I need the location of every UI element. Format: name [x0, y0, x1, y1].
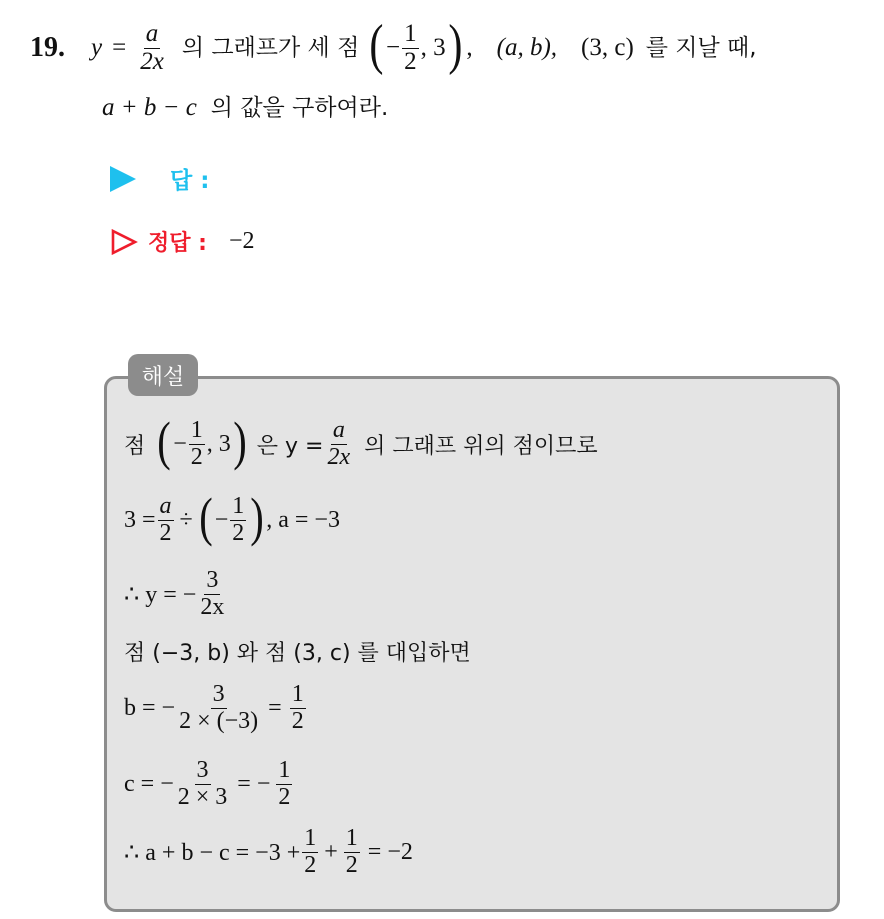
sol6-fraction-2 — [276, 758, 292, 809]
solution-line-1 — [124, 411, 598, 474]
sol2-den: 2 — [232, 519, 245, 546]
sol1-fden: 2x — [327, 443, 351, 470]
play-arrow-icon — [110, 166, 136, 192]
q-line2-text: 의 값을 구하여라. — [210, 95, 389, 121]
sol3-den: 2x — [200, 593, 225, 620]
correct-answer-value: −2 — [228, 228, 255, 254]
sol1-post: 의 그래프 위의 점이므로 — [364, 433, 598, 459]
sol7-fraction-1 — [302, 826, 318, 877]
sol5-den2: 2 — [291, 707, 304, 734]
sol2-num: 1 — [232, 493, 245, 520]
q-point1-open-paren: ( — [369, 13, 384, 76]
sol2-fden: 2 — [159, 519, 172, 546]
solution-line-7 — [124, 822, 413, 882]
sol1-pre: 점 — [124, 433, 146, 459]
sol5-num: 3 — [212, 681, 225, 708]
outline-triangle-icon — [110, 229, 138, 255]
q-point1-minus: − — [386, 34, 401, 61]
sol7-post: = −2 — [367, 838, 413, 865]
sol7-fraction-2 — [344, 826, 360, 877]
sol1-den: 2 — [190, 443, 203, 470]
sol5-num2: 1 — [291, 681, 304, 708]
q-frac-den: 2x — [140, 47, 164, 75]
sol1-mid: 은 y = — [256, 433, 324, 459]
sol1-minus: − — [173, 430, 187, 457]
sol6-den: 2 × 3 — [177, 783, 228, 810]
sol1-fraction-2 — [325, 418, 352, 469]
sol1-num: 1 — [190, 417, 203, 444]
sol7-num2: 1 — [345, 825, 358, 852]
q-point2: (a, b), — [496, 34, 558, 61]
sol1-rest: , 3 — [206, 430, 231, 457]
sol7-pre: ∴ a + b − c = −3 + — [124, 839, 301, 866]
q-point1-rest: , 3 — [420, 34, 446, 61]
q-eq: = — [112, 34, 127, 61]
sol1-fnum: a — [332, 417, 345, 444]
sol6-num2: 1 — [278, 757, 291, 784]
q-point1-num: 1 — [404, 20, 417, 48]
q-line2-expr: a + b − c — [102, 94, 197, 121]
correct-answer-row — [110, 226, 255, 257]
sol2-fnum: a — [159, 493, 172, 520]
sol5-fraction-2 — [290, 682, 306, 733]
sol5-eq: = — [268, 694, 282, 721]
q-text-graph: 의 그래프가 세 점 — [181, 35, 360, 61]
solution-line-6 — [124, 754, 294, 814]
sol7-den1: 2 — [304, 851, 317, 878]
sol7-plus: + — [324, 838, 338, 865]
solution-line-5 — [124, 678, 308, 738]
solution-line-3 — [124, 564, 228, 624]
sol7-num1: 1 — [304, 825, 317, 852]
answer-row — [110, 162, 209, 195]
sol6-eq: = − — [237, 770, 271, 797]
sol4-text: 점 (−3, b) 와 점 (3, c) 를 대입하면 — [124, 640, 471, 666]
answer-label: 답 : — [170, 168, 210, 194]
sol2-pre: 3 = — [124, 506, 156, 533]
solution-tag: 해설 — [128, 354, 198, 396]
q-frac-num: a — [145, 20, 159, 48]
sol1-fraction — [189, 418, 205, 469]
sol3-fraction — [198, 568, 226, 619]
sol2-post: , a = −3 — [266, 506, 340, 533]
q-lhs: y — [91, 34, 103, 61]
sol3-num: 3 — [206, 567, 219, 594]
sol1-open-paren: ( — [157, 411, 172, 471]
q-point1-den: 2 — [404, 47, 417, 75]
sol6-pre: c = − — [124, 770, 174, 797]
q-point3: (3, c) — [581, 34, 634, 61]
sol2-div: ÷ — [179, 506, 193, 533]
sol1-close-paren: ) — [233, 411, 247, 471]
sol2-minus: − — [214, 506, 229, 533]
q-fraction — [138, 21, 166, 75]
sol5-fraction-1 — [177, 682, 260, 733]
sol2-close-paren: ) — [250, 487, 264, 547]
question-line-1: 19. y = $\frac{a}{2x}$ 의 그래프가 세 점 ( − $\frac{1}{2}$ , 3 ) , (a, b), (3, c) 를 지날 때, — [30, 13, 757, 76]
q-point1-fraction — [402, 21, 419, 75]
sol2-open-paren: ( — [198, 487, 213, 547]
q-point1-close-paren: ) — [447, 13, 463, 76]
solution-line-4 — [124, 631, 471, 671]
sol6-fraction-1 — [176, 758, 230, 809]
solution-line-2 — [124, 487, 340, 550]
sol5-pre: b = − — [124, 694, 176, 721]
sol2-fraction-1 — [158, 494, 174, 545]
sol5-den: 2 × (−3) — [179, 707, 259, 734]
q-text-end: 를 지날 때, — [645, 35, 757, 61]
correct-answer-label: 정답 : — [148, 231, 207, 256]
sol6-den2: 2 — [278, 783, 291, 810]
sol3-pre: ∴ y = − — [124, 581, 197, 608]
sol2-fraction-2 — [230, 494, 246, 545]
question-line-2 — [102, 87, 388, 128]
sol6-num: 3 — [196, 757, 209, 784]
question-number: 19. — [30, 32, 65, 63]
sol7-den2: 2 — [345, 851, 358, 878]
